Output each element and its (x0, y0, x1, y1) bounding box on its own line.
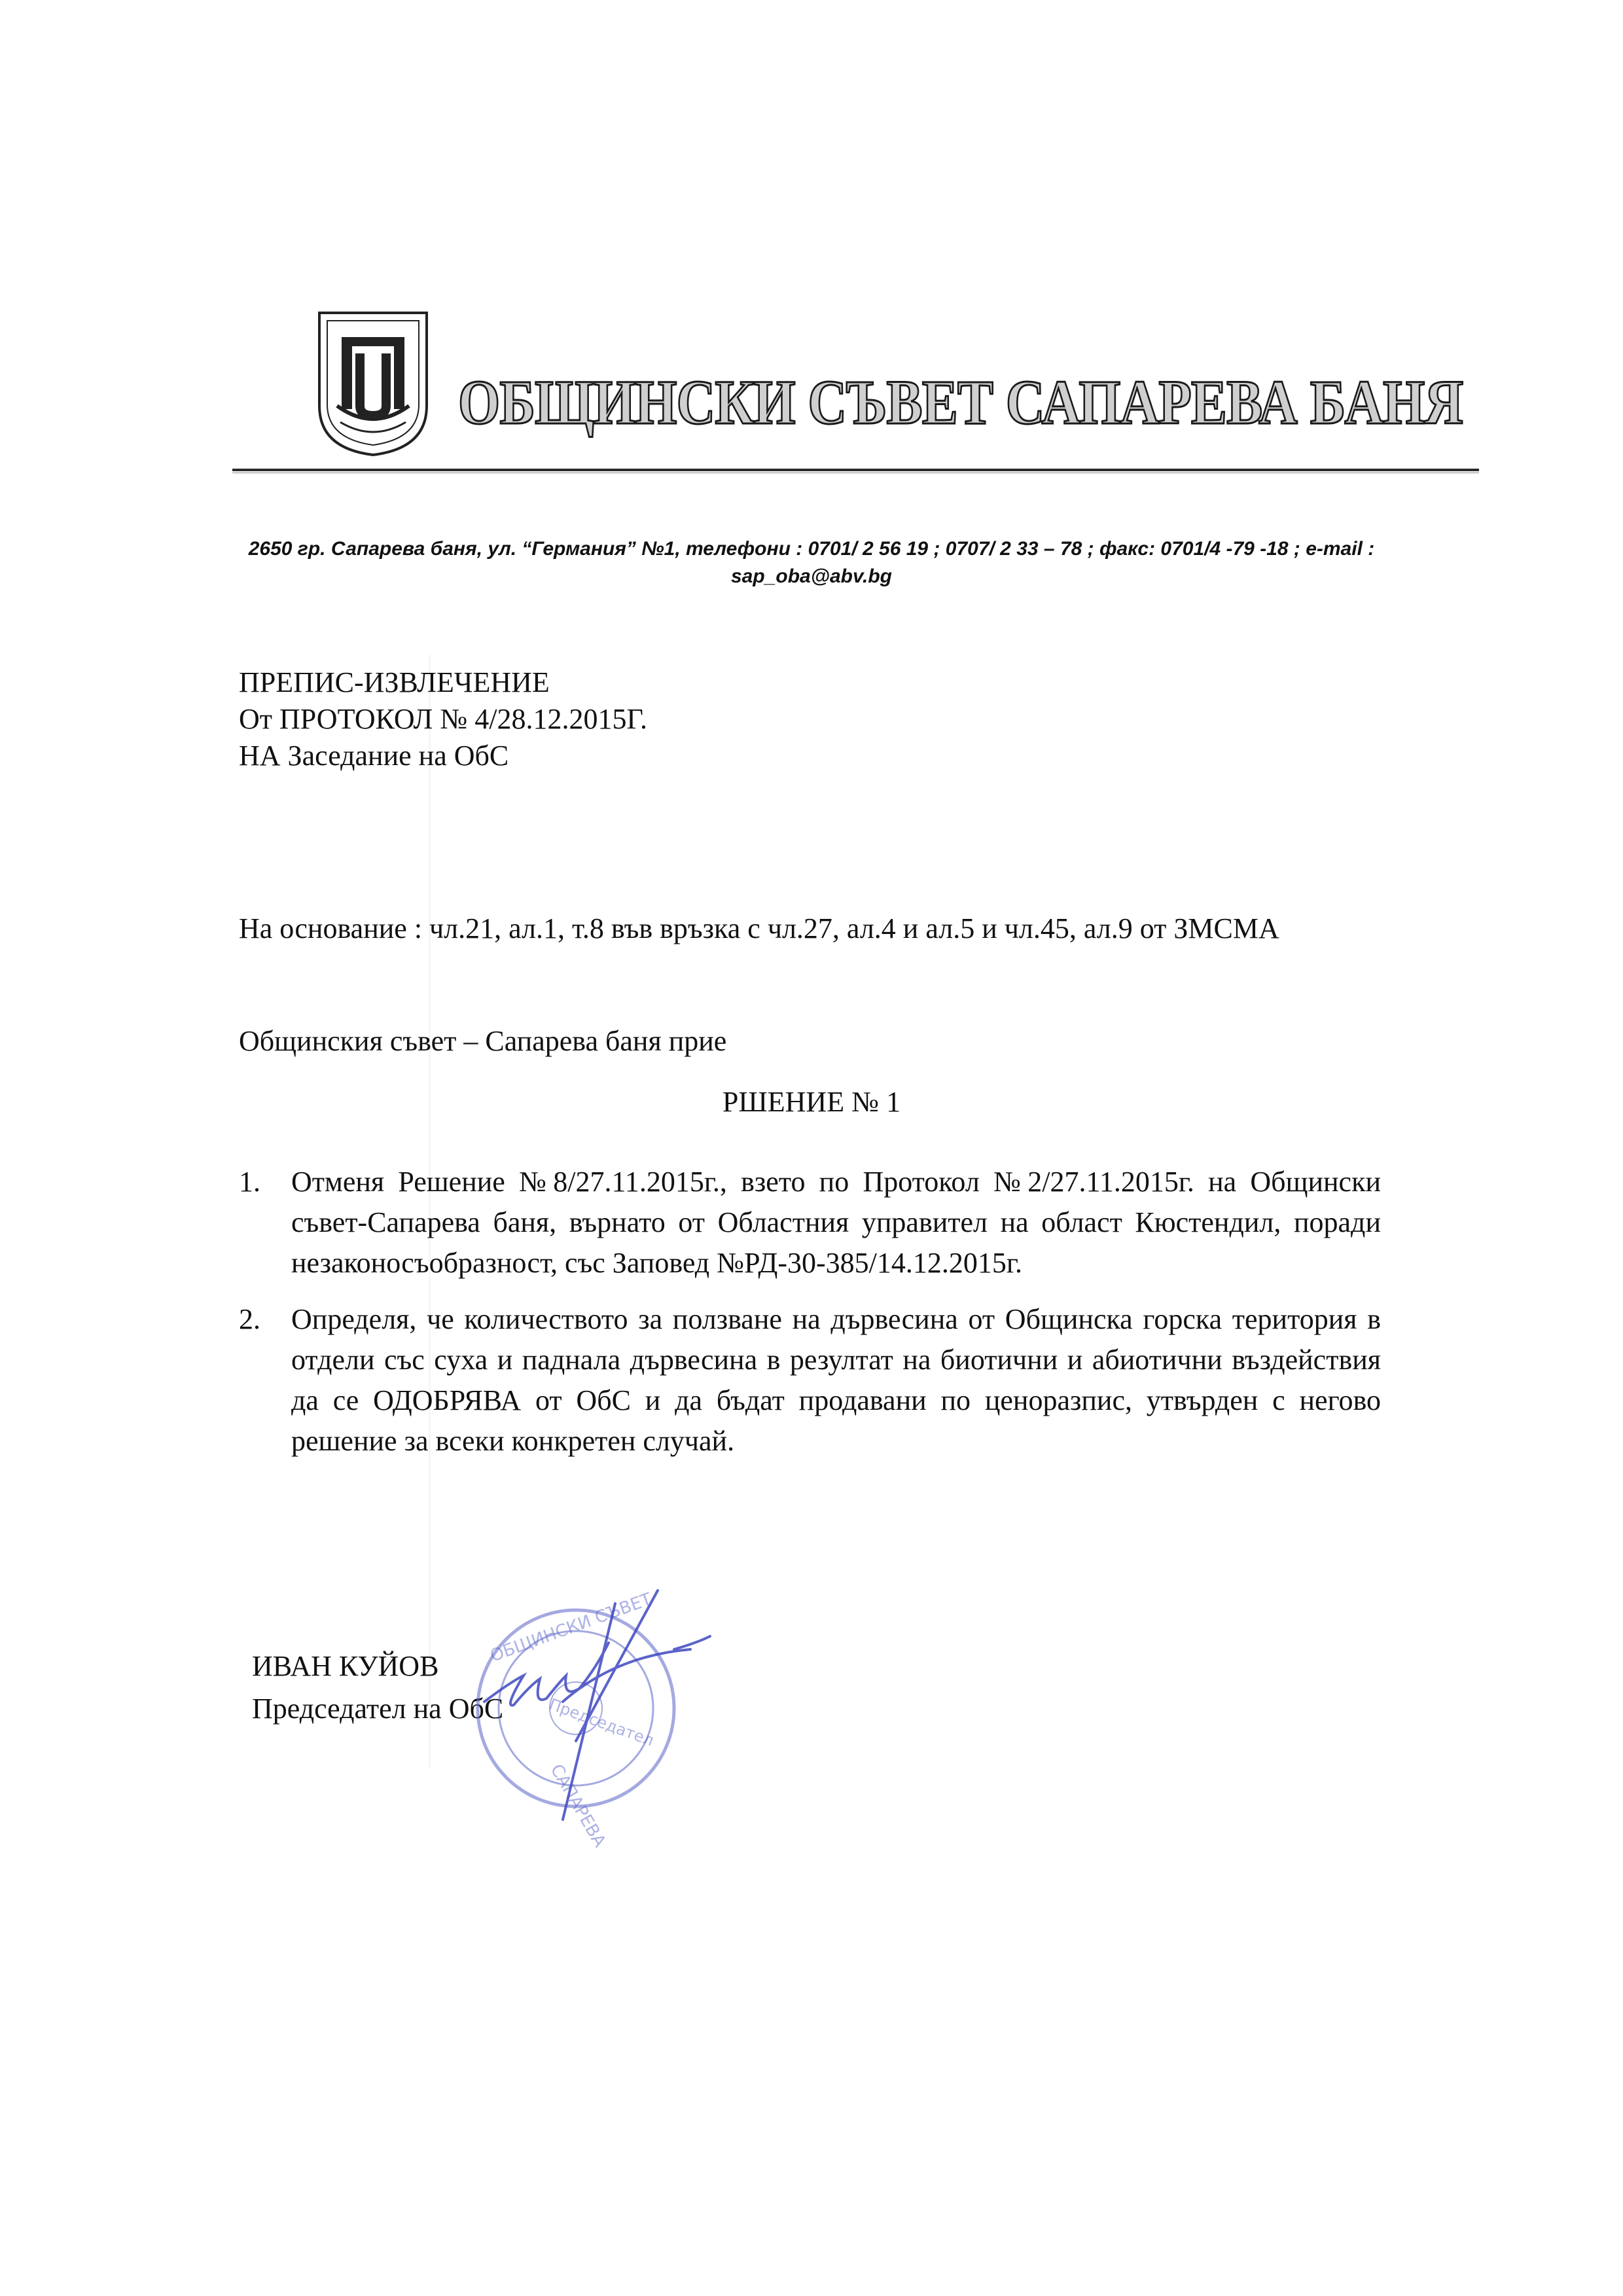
svg-text:ОБЩИНСКИ СЪВЕТ: ОБЩИНСКИ СЪВЕТ (488, 1589, 654, 1666)
item-text: Определя, че количеството за ползване на дървесина от Общинска горска територия в отдели със суха и паднала дървесина в резултат на биотични и абиотични въздействия да се ОДОБРЯВА от ОбС и да бъдат продавани по ценоразпис, утвърден с негово решение за всеки конкретен случай. (291, 1303, 1381, 1457)
svg-text:САПАРЕВА: САПАРЕВА (546, 1761, 610, 1851)
item-number: 2. (239, 1303, 260, 1335)
contact-line: 2650 гр. Сапарева баня, ул. “Германия” №1, телефони : 0701/ 2 56 19 ; 0707/ 2 33 – 78 ; факс: 0701/4 -79 -18 ; e-mail : sap_oba@abv.bg (248, 538, 1375, 587)
decision-item (239, 1162, 1381, 1283)
signatory-name: ИВАН КУЙОВ (252, 1650, 439, 1682)
municipality-emblem-icon (314, 308, 432, 458)
svg-text:Председател: Председател (546, 1695, 656, 1750)
legal-basis: На основание : чл.21, ал.1, т.8 във връзка с чл.27, ал.4 и ал.5 и чл.45, ал.9 от ЗМСМА (239, 912, 1279, 944)
session-reference: НА Заседание на ОбС (239, 740, 509, 772)
official-stamp-icon (399, 1545, 766, 1911)
organization-title: ОБЩИНСКИ СЪВЕТ САПАРЕВА БАНЯ (458, 367, 1463, 437)
council-statement: Общинския съвет – Сапарева баня прие (239, 1025, 727, 1057)
item-text: Отменя Решение №8/27.11.2015г., взето по Протокол №2/27.11.2015г. на Общински съвет-Сапарева баня, върнато от Областния управител на област Кюстендил, поради незаконосъобразност, със Заповед №РД-30-385/14.12.2015г. (291, 1166, 1381, 1279)
decision-item (239, 1299, 1381, 1462)
signatory-role: Председател на ОбС (252, 1693, 504, 1725)
decision-title: РШЕНИЕ № 1 (722, 1086, 901, 1118)
extract-title: ПРЕПИС-ИЗВЛЕЧЕНИЕ (239, 666, 550, 698)
extract-header (239, 664, 647, 774)
protocol-reference: От ПРОТОКОЛ № 4/28.12.2015Г. (239, 703, 647, 735)
item-number: 1. (239, 1166, 260, 1198)
header-divider (232, 469, 1479, 471)
